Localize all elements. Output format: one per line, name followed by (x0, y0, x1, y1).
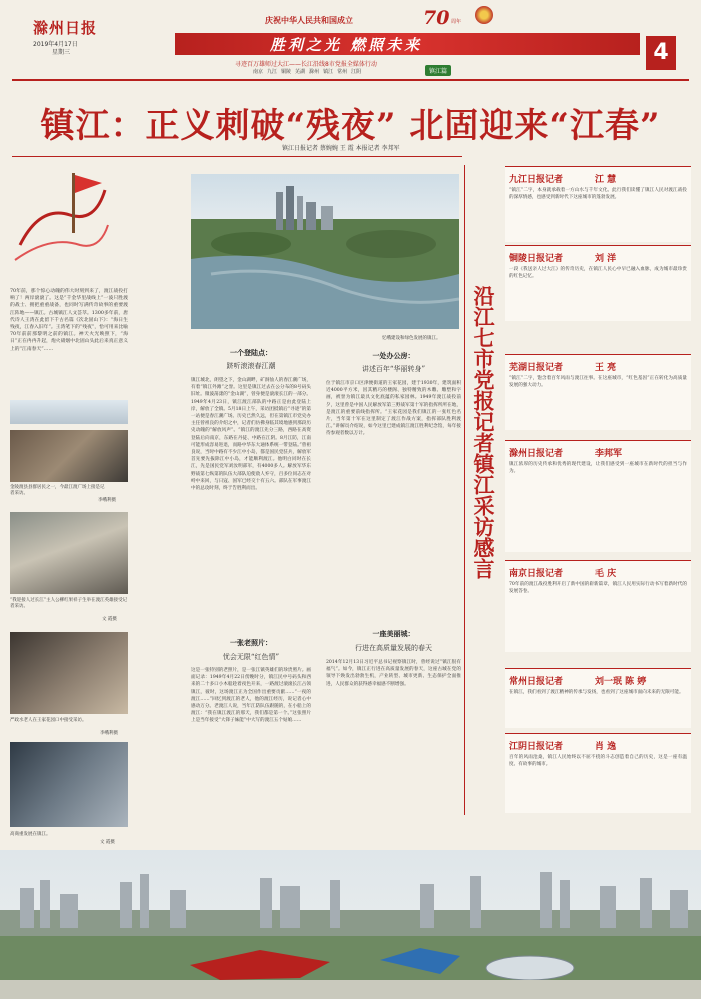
reporter-city: 铜陵日报记者 (509, 254, 564, 264)
reporter-quote: 在镇江，我们看到了渡江精神的传承与发扬，也看到了这座城市面向未来的无限可能。 (509, 690, 684, 695)
bottom-panorama-photo (0, 850, 701, 999)
city-badge: 镇江篇 (425, 65, 451, 76)
reporter-quote: 百年的风雨沧桑，镇江人民始终以不屈不挠的斗志创造着自己的历史，这是一座有温度、有故事的城市。 (509, 755, 687, 768)
reporter-city: 南京日报记者 (509, 569, 564, 579)
anniversary-number: 70 (423, 7, 450, 29)
city-label: 九江 (267, 69, 278, 75)
headline-divider (12, 156, 462, 157)
issue-date: 2019年4月17日 (33, 41, 78, 48)
city-list (253, 68, 423, 76)
photo-caption-3: 严政水老人在王家花园口中接受采访。 (10, 718, 87, 723)
city-label: 滁州 (309, 69, 320, 75)
reporter-card (505, 733, 691, 813)
city-label: 镇江 (323, 69, 334, 75)
photo-credit-2: 文 霞摄 (102, 617, 117, 622)
reporter-quote: 70年前的渡江战役胜利开启了新中国的崭新篇章，镇江人民用实际行动书写着新时代的发展答卷。 (509, 582, 687, 595)
section-heading-4: 一座美丽城： (372, 629, 415, 638)
city-label: 南京 (253, 69, 264, 75)
reporter-quote: “镇江”二字，本身就承载着一方山水与千年文化。此行我们读懂了镇江人民对渡江战役的深厚情感，也感受到新时代下这座城市的蓬勃发展。 (509, 188, 687, 201)
reporter-card (505, 440, 691, 552)
paper-name: 滁州日报 (33, 19, 98, 37)
photo-elder-interview (10, 632, 128, 714)
body-column-2b: 2014年12月13日习近平总书记视察镇江时，曾经说过“镇江很有福气”。如今，镇江正行进在高质量发展的春天，这座古城在党的领导下焕发出勃勃生机，产业转型、城市更新、生态保护全面推进，人民群众的获得感幸福感不断增强。 (326, 660, 461, 687)
banner-top-text: 庆祝中华人民共和国成立 (265, 15, 353, 25)
reporter-name: 刘一珉 陈 婷 (595, 677, 647, 687)
reporter-name: 毛 庆 (595, 569, 617, 579)
photo-credit-4: 文 霞摄 (100, 840, 115, 845)
body-column-2a: 位于镇江市京口区津便街道的王家花园，建于1930年，建筑面积近4000平方米，因其精巧的楼阁、独特精致的木雕、雕塑和字画，被誉为镇江最具文化底蕴的私家园林。1949年渡江战役前夕，这里曾是中国人民解放军第三野战军第十军的指挥所所在地，是渡江的重要前线指挥所。“王家花园是我们镇江的一张红色名片，当年第十军在这里制定了渡江作战方案，指挥部队胜利渡江。”讲解员介绍说，如今这里已建成镇江渡江胜利纪念馆，每年接待参观者数以万计。 (326, 381, 461, 437)
section-heading-1: 一个登陆点： (230, 348, 272, 357)
reporter-city: 芜湖日报记者 (509, 363, 564, 373)
sidebar-divider (464, 165, 465, 815)
photo-credit-3: 李峨利摄 (100, 731, 118, 736)
headline-title: 镇江：正义刺破“残夜” 北固迎来“江春” (40, 106, 661, 146)
reporter-city: 滁州日报记者 (509, 449, 564, 459)
city-label: 铜陵 (281, 69, 292, 75)
section-heading-2: 一处办公房： (372, 351, 415, 360)
city-skyline-photo-small (10, 400, 128, 424)
reporter-list (505, 166, 691, 816)
section-subheading-2: 讲述百年“华丽转身” (361, 365, 426, 373)
photo-caption-4: 高商重发展在镇江。 (10, 832, 51, 837)
reporter-name: 肖 逸 (595, 742, 617, 752)
photo-interview-square (10, 430, 128, 482)
anniversary-banner (175, 4, 640, 76)
city-label: 常州 (337, 69, 348, 75)
photo-factory (10, 742, 128, 827)
body-column-1a: 镇江城北，朗望之下，金山湖畔，矿洞仙人的春江潮广场，有着“镇江外滩”之誉。这里是镇江过去在公分布的8号码头旧址。微波荡漾的“金山湖”，曾身便是滚滚长江的一部分。1949年4月23日，镇江渡江部队的中路正是由此登陆上岸，解放了全镇。5月18日上午，采访团抵镇后“寻迹”的第一站便是春江潮广场。历史已然久远，但在第镇江市党史办主任曾祖良的介绍之中，记者们仿佛身临其境地感到那段历史动魄的“解放风声”。“镇江的渡江先分三路，西路在高资登陆后向南京，东路在丹徒、中路在江阴。8月江防，江南可能形成容易进退，而路中华东大通体系统一带登陆。”曾祖良说，当时中路有不少江中小岛，都是国民党驻兵，解放军首先要先拔除江中小岛，才能顺利渡江。他明白同时在长江，先是国民党军刘汝明部军，有4000多人。解放军华东野战第七纵第的队伍大部队迫使敌人弃守，百多位同志在对峙中来回，与日寇、国军已经交十有五六。部队在军事渡江中的总攻时刻，终于告胜利而出。 (191, 378, 311, 492)
anniversary-suffix: 周年 (451, 19, 462, 25)
masthead (0, 0, 701, 90)
intro-paragraph: 70年前，那个惊心动魄的伟大时刻到来了，渡江战役打响了！两岸滚滚了。这是“千金华里战线上”一波只胜渡的战士、拥把重重战备，也同时写满传奇故事的重要渡江阵地——镇江。古城镇江人文荟萃。1300多年前，唐代诗人王湾在此留下千古名篇《次北固山下》：“海日生残夜，江春入旧年”。王湾笔下的“残夜”，恰可用来比喻70年前前那黎明之前的镇江。神天火光映照下，“海日”正在冉冉升起，炮火硝烟中北固山头此后来真正意义上的“江南春天”…… (10, 289, 128, 352)
reporter-quote: 镇江浓厚的历史传承和优秀的现代建设，让我们感受到一座城市在新时代的担当与作为。 (509, 462, 687, 475)
reporter-card (505, 166, 691, 242)
city-label: 芜湖 (295, 69, 306, 75)
decorative-artwork (10, 165, 110, 280)
reporter-city: 江阴日报记者 (509, 742, 564, 752)
section-subheading-3: 忧会无限“红色情” (222, 653, 280, 661)
section-heading-3: 一张老照片： (230, 638, 272, 647)
banner-slogan: 胜利之光 燃照未来 (270, 36, 423, 54)
section-subheading-1: 跻听滚滚春江潮 (226, 362, 276, 370)
photo-credit-1: 李峨利摄 (98, 498, 116, 503)
reporter-card (505, 668, 691, 728)
masthead-divider (12, 79, 689, 81)
photo-caption-2: “我迎接人过长江”主人公柳红果祥子生举在渡江英雄接受记者采访。 (10, 598, 128, 609)
reporter-card (505, 354, 691, 430)
reporter-card (505, 245, 691, 321)
reporter-name: 刘 洋 (595, 254, 617, 264)
banner-sub-text: 寻迹百万雄师过大江——长江沿线8市党报全媒体行动 (235, 61, 377, 68)
photo-veterans (10, 512, 128, 594)
reporter-quote: 一段《我送亲人过大江》的传奇历史，在镇江人民心中早已融入血脉，成为城市最珍贵的红色记忆。 (509, 267, 687, 280)
reporter-city: 九江日报记者 (509, 175, 564, 185)
page-number: 4 (646, 36, 676, 70)
reporter-name: 江 慧 (595, 175, 617, 185)
emblem-icon (475, 6, 493, 24)
main-aerial-photo (191, 174, 459, 329)
reporter-name: 李邦军 (595, 449, 623, 459)
section-subheading-4: 行进在高质量发展的春天 (355, 644, 432, 652)
reporter-city: 常州日报记者 (509, 677, 564, 687)
city-label: 江阴 (351, 69, 362, 75)
issue-weekday: 星期三 (52, 49, 71, 56)
reporter-quote: “镇江”二字，饱含着百年风雨与渡江往事。在这座城市，“红色基因”正在转化为高质量发展的强大动力。 (509, 376, 687, 389)
body-column-1b: 这是一张特别的老照片，是一张江镇英雄们的珍贵照片。画面记录：1949年4月22日傍晚时分，镇江民中号码头和西来的二十多口小木船趁着夜色开来，一路渡过滚滚长江占领镇江，彼时，这场渡江正为全国作出重要贡献……“一夜的渡江……”回忆到渡江的老人，他的渡江经历，说记者心中感动万分。老渡江人说，当年江防队伍跟随的，在小船上的渡江：“我在镇江渡江的那天，我们都是第一个。”这张照片上是当年接受“大锋子妹能”中大写的渡江五个姑娘…… (191, 668, 311, 724)
sidebar-vertical-title: 沿江七市党报记者镇江采访感言 (471, 285, 496, 579)
photo-caption-1: 金陵渡县县群居民之一，今最江渡广场上接是记者采访。 (10, 485, 105, 496)
reporter-card (505, 560, 691, 652)
reporter-name: 王 亮 (595, 363, 617, 373)
main-photo-caption: 忆峨建设和绿色发展的镇江。 (382, 336, 441, 341)
headline-byline: 镇江日报记者 蔡婉婉 王 霞 本报记者 李邦军 (282, 145, 400, 152)
